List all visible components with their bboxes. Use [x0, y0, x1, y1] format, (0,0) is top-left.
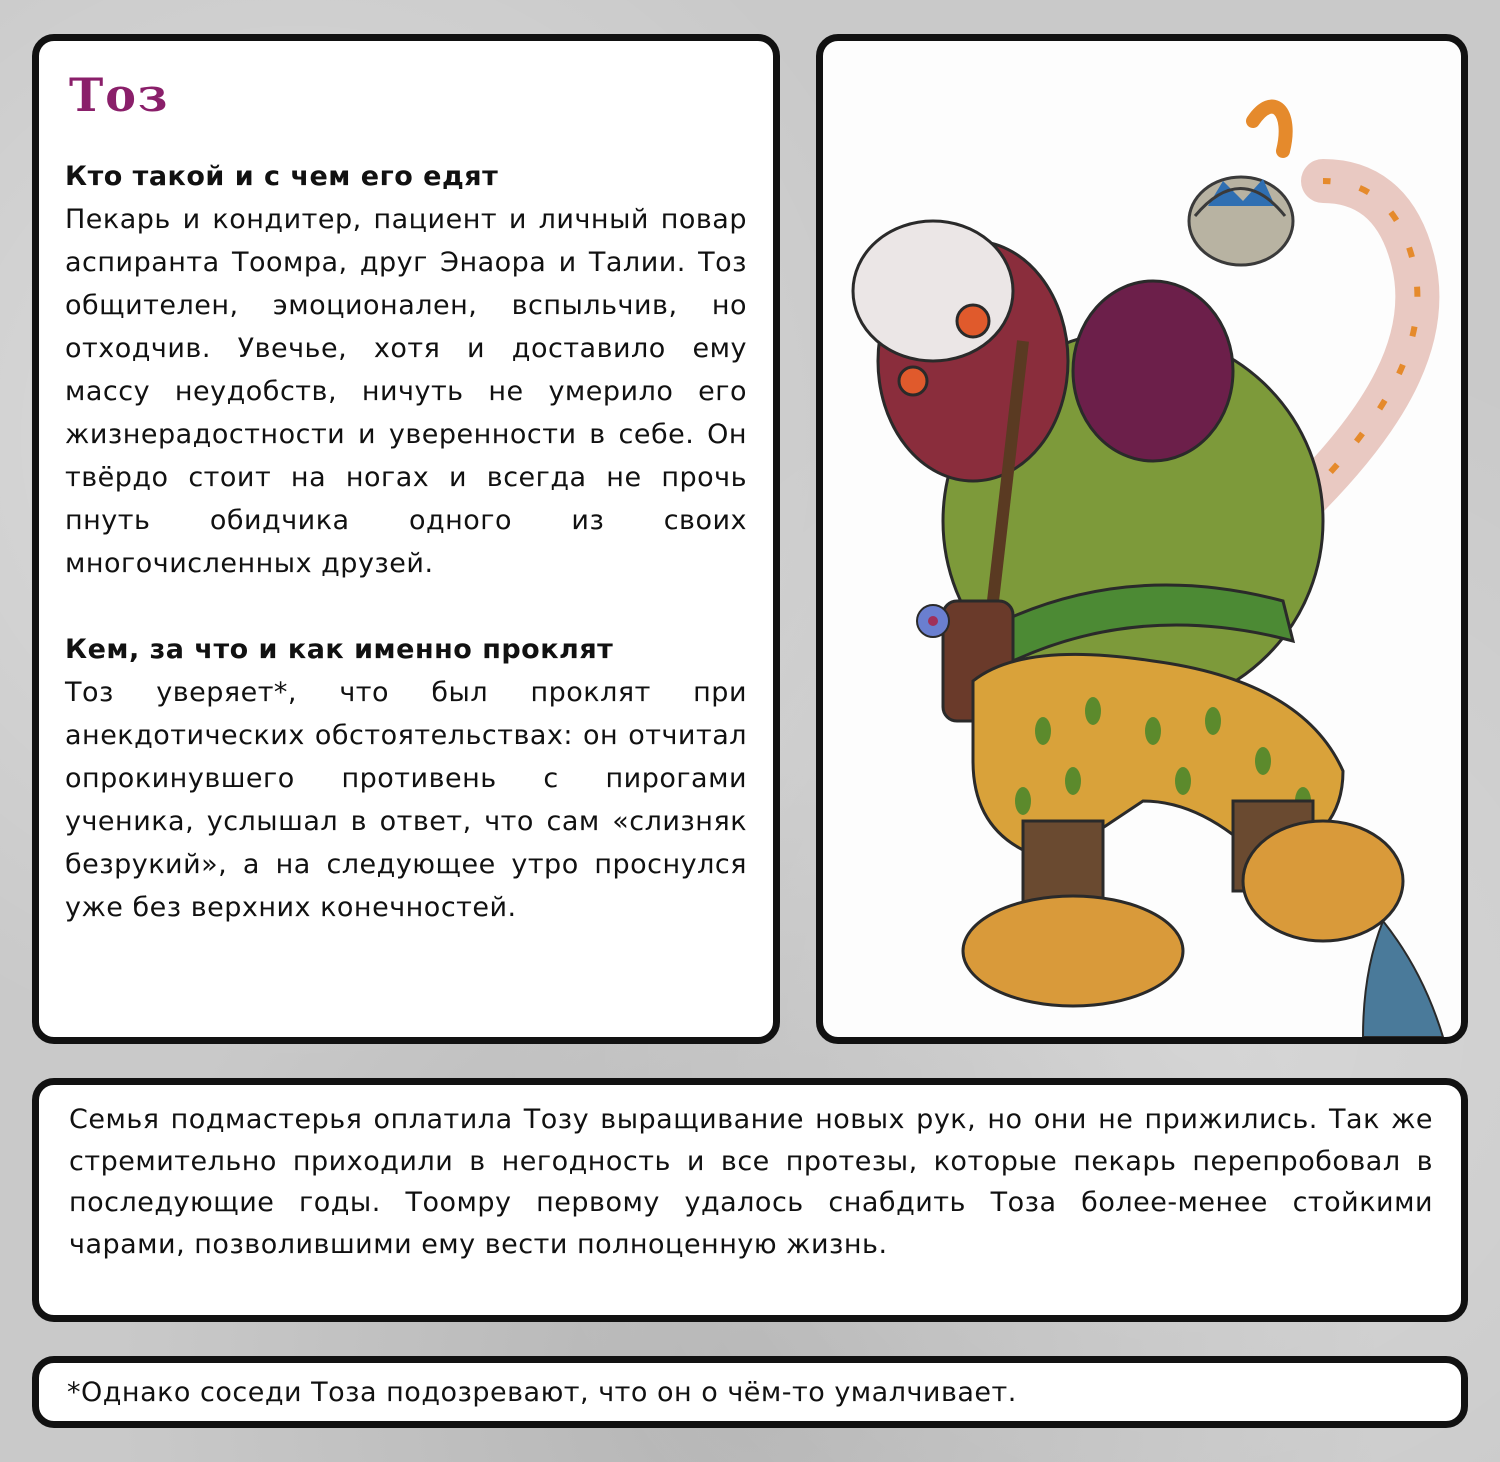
section-heading-who: Кто такой и с чем его едят [65, 161, 499, 192]
story-text: Семья подмастерья оплатила Тозу выращивание новых рук, но они не прижились. Так же стремительно приходили в негодность и все протезы, которые пекарь перепробовал в последующие годы. Тоомру первому удалось снабдить Тоза более-менее стойкими чарами, позволившими ему вести полноценную жизнь. [69, 1104, 1433, 1260]
character-info-panel [32, 34, 780, 1044]
section-text-who: Пекарь и кондитер, пациент и личный повар аспиранта Тоомра, друг Энаора и Талии. Тоз общителен, эмоционален, вспыльчив, но отходчив. Увечье, хотя и доставило ему массу неудобств, ничуть не умерило его жизнерадостности и уверенности в себе. Он твёрдо стоит на ногах и всегда не прочь пнуть обидчика одного из своих многочисленных друзей. [65, 204, 747, 579]
section-text-curse: Тоз уверяет*, что был проклят при анекдотических обстоятельствах: он отчитал опрокинувшего противень с пирогами ученика, услышал в ответ, что сам «слизняк безрукий», а на следующее утро проснулся уже без верхних конечностей. [65, 677, 747, 923]
footnote-text: *Однако соседи Тоза подозревают, что он о чём-то умалчивает. [67, 1377, 1017, 1408]
section-heading-curse: Кем, за что и как именно проклят [65, 634, 614, 665]
story-panel [32, 1078, 1468, 1322]
character-illustration-panel [816, 34, 1468, 1044]
footnote-panel [32, 1356, 1468, 1428]
character-illustration [823, 41, 1461, 1037]
character-name: Тоз [69, 68, 170, 122]
